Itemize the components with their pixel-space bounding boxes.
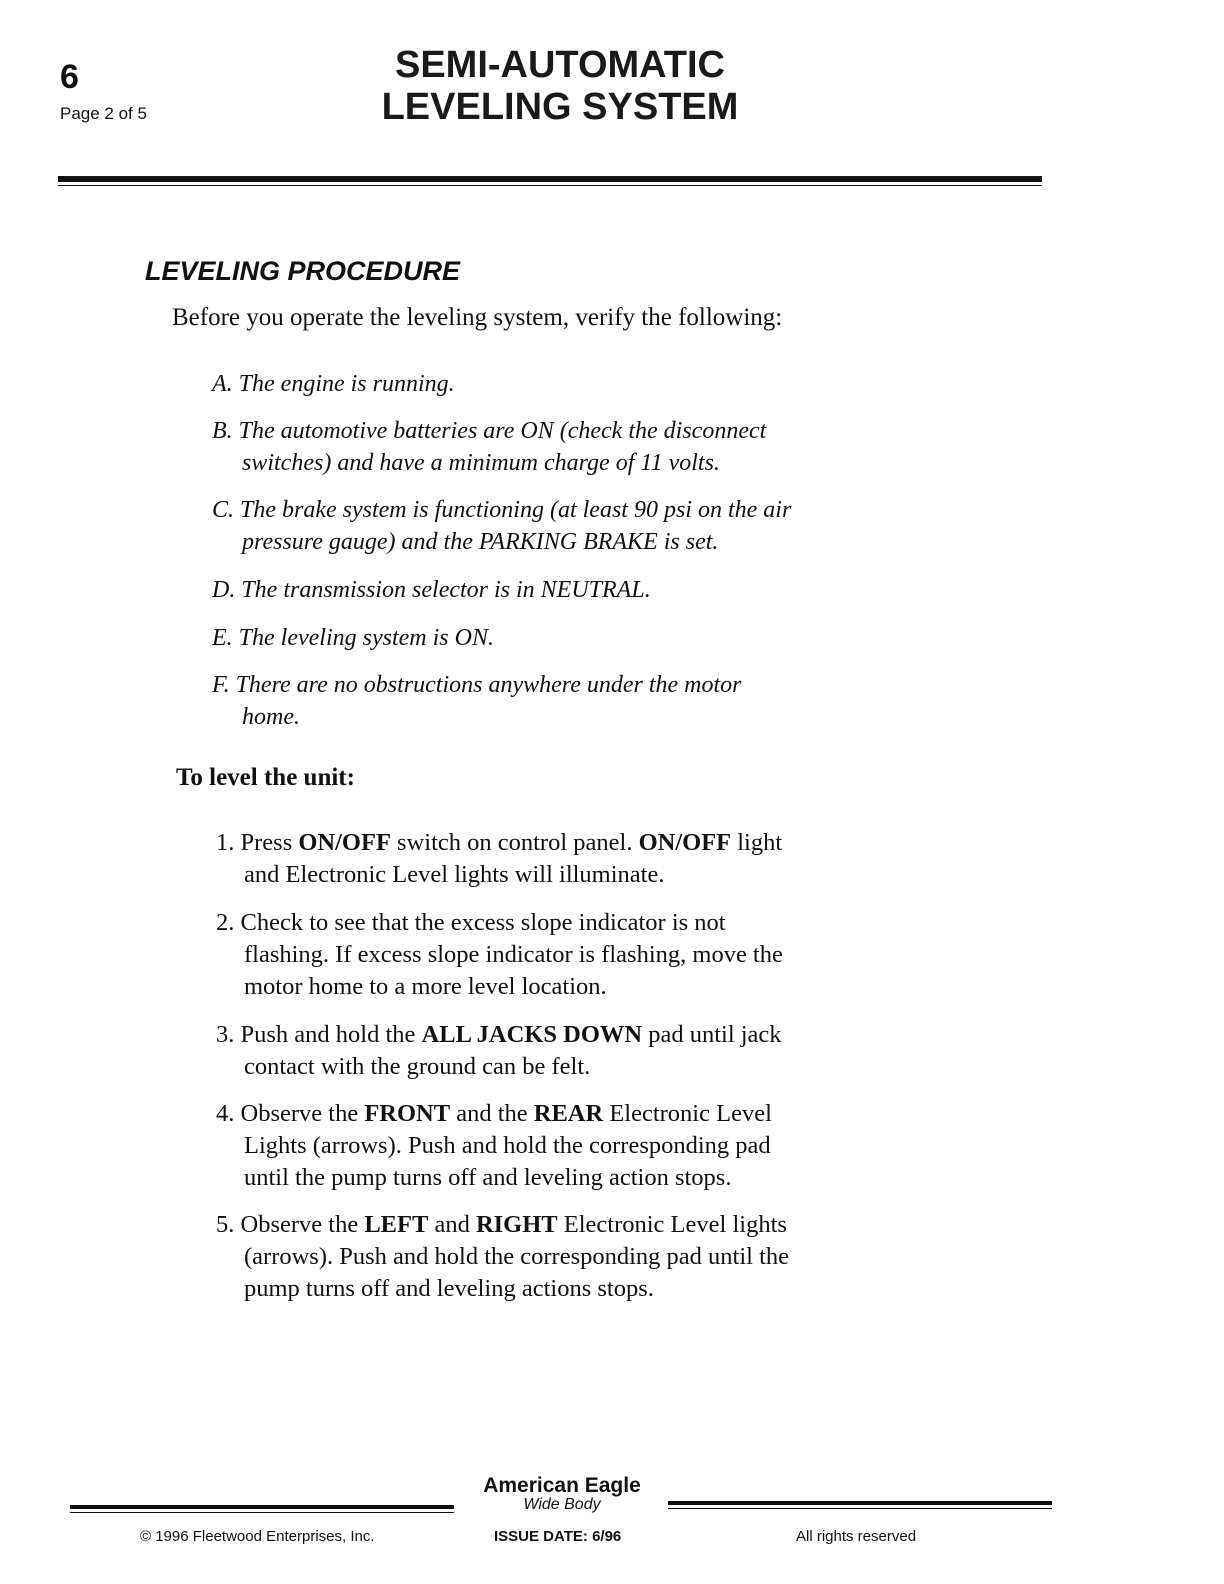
brand-model: Wide Body [523, 1496, 601, 1513]
intro-text: Before you operate the leveling system, verify the following: [172, 304, 783, 331]
document-title [330, 44, 790, 128]
step-text: 5. Observe the LEFT and RIGHT Electronic Level lights [216, 1211, 787, 1238]
check-line: B. The automotive batteries are ON (check the disconnect [212, 418, 767, 444]
step-text: flashing. If excess slope indicator is flashing, move the [244, 941, 783, 968]
step-text: Lights (arrows). Push and hold the corresponding pad [244, 1132, 771, 1159]
copyright: © 1996 Fleetwood Enterprises, Inc. [140, 1528, 375, 1545]
check-item [212, 669, 742, 733]
title-line-1: SEMI-AUTOMATIC [394, 44, 725, 86]
brand-name: American Eagle [483, 1474, 641, 1497]
step-2 [216, 907, 783, 1003]
issue-date: ISSUE DATE: 6/96 [494, 1528, 622, 1545]
check-line: switches) and have a minimum charge of 11 volts. [242, 450, 720, 476]
check-line: A. The engine is running. [212, 371, 455, 397]
section-heading: LEVELING PROCEDURE [145, 256, 461, 286]
step-3 [216, 1019, 782, 1083]
subheading: To level the unit: [176, 764, 355, 791]
footer-rule-left-thin [70, 1512, 454, 1513]
footer-rule-right-thin [668, 1508, 1052, 1509]
check-line: C. The brake system is functioning (at least 90 psi on the air [212, 497, 792, 523]
step-5 [216, 1209, 789, 1305]
check-line: F. There are no obstructions anywhere under the motor [212, 672, 742, 698]
check-item [212, 368, 455, 400]
check-line: E. The leveling system is ON. [212, 625, 494, 651]
check-item [212, 494, 791, 558]
footer-rule-left [70, 1505, 454, 1509]
section-number: 6 [60, 58, 79, 96]
step-text: 1. Press ON/OFF switch on control panel. ON/OFF light [216, 829, 783, 856]
check-line: pressure gauge) and the PARKING BRAKE is set. [242, 529, 719, 555]
rights-notice: All rights reserved [796, 1528, 917, 1545]
step-text: 3. Push and hold the ALL JACKS DOWN pad until jack [216, 1021, 782, 1048]
step-text: 2. Check to see that the excess slope indicator is not [216, 909, 726, 936]
header-rule [58, 176, 1042, 182]
check-line: home. [242, 704, 300, 730]
header-rule-thin [58, 185, 1042, 186]
step-text: pump turns off and leveling actions stops. [244, 1275, 654, 1302]
check-item [212, 574, 651, 606]
step-4 [216, 1098, 772, 1194]
check-item [212, 622, 494, 654]
step-text: and Electronic Level lights will illuminate. [244, 861, 665, 888]
footer-rule-right [668, 1501, 1052, 1505]
check-line: D. The transmission selector is in NEUTRAL. [212, 577, 651, 603]
step-text: motor home to a more level location. [244, 973, 607, 1000]
title-line-2: LEVELING SYSTEM [381, 86, 739, 128]
step-text: 4. Observe the FRONT and the REAR Electronic Level [216, 1100, 772, 1127]
step-1 [216, 827, 782, 891]
footer-brand [462, 1474, 662, 1514]
page-indicator: Page 2 of 5 [60, 104, 147, 123]
check-item [212, 415, 766, 479]
step-text: (arrows). Push and hold the corresponding pad until the [244, 1243, 790, 1270]
step-text: contact with the ground can be felt. [244, 1053, 591, 1080]
step-text: until the pump turns off and leveling action stops. [244, 1164, 732, 1191]
